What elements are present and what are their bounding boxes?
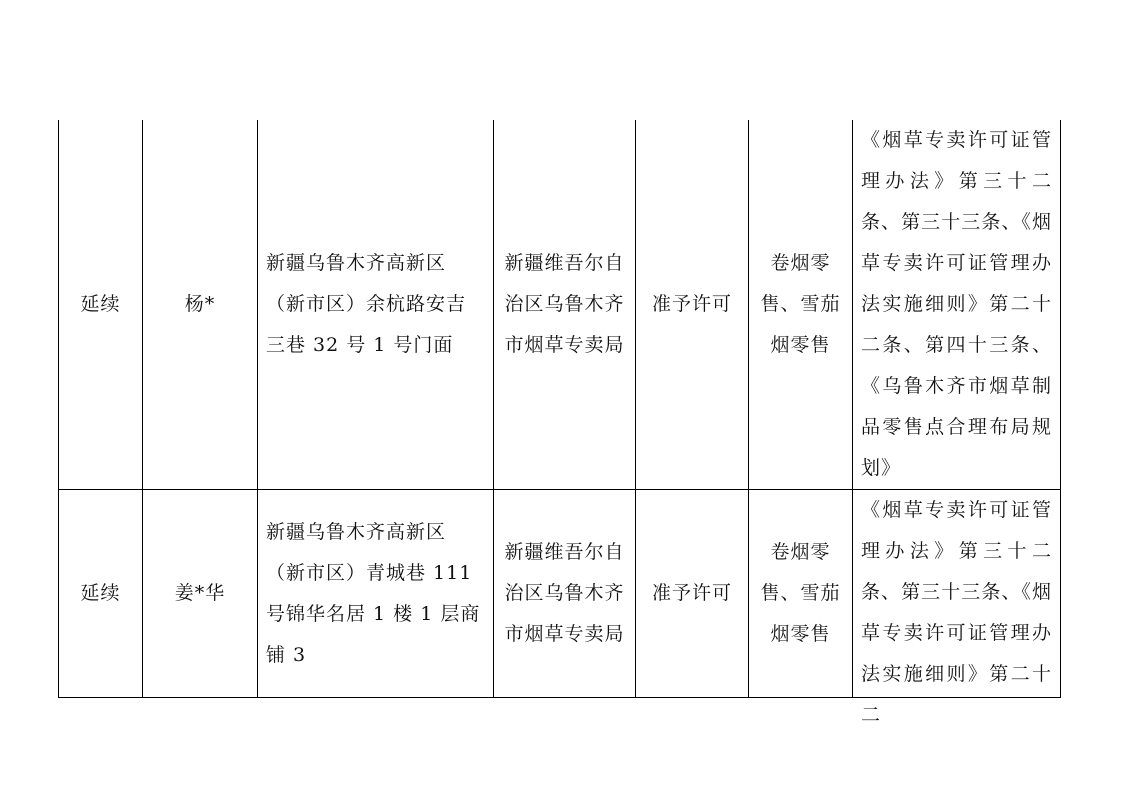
type-cell: 延续 <box>59 120 143 490</box>
table-row <box>59 120 1061 490</box>
address-cell: 新疆乌鲁木齐高新区（新市区）青城巷 111 号锦华名居 1 楼 1 层商铺 3 <box>258 490 494 698</box>
scope-cell: 卷烟零售、雪茄烟零售 <box>749 120 853 490</box>
authority-cell: 新疆维吾尔自治区乌鲁木齐市烟草专卖局 <box>494 490 636 698</box>
name-cell: 杨* <box>143 120 258 490</box>
scope-cell: 卷烟零售、雪茄烟零售 <box>749 490 853 698</box>
address-cell: 新疆乌鲁木齐高新区（新市区）余杭路安吉三巷 32 号 1 号门面 <box>258 120 494 490</box>
table-row <box>59 490 1061 698</box>
type-cell: 延续 <box>59 490 143 698</box>
legal-basis-cell: 《烟草专卖许可证管理办法》第三十二条、第三十三条、《烟草专卖许可证管理办法实施细则》第二十二条、第四十三条、《乌鲁木齐市烟草制品零售点合理布局规划》 <box>853 120 1061 490</box>
authority-cell: 新疆维吾尔自治区乌鲁木齐市烟草专卖局 <box>494 120 636 490</box>
name-cell: 姜*华 <box>143 490 258 698</box>
permit-table <box>58 120 1061 726</box>
decision-cell: 准予许可 <box>636 490 749 698</box>
decision-cell: 准予许可 <box>636 120 749 490</box>
legal-basis-cell: 《烟草专卖许可证管理办法》第三十二条、第三十三条、《烟草专卖许可证管理办法实施细则》第二十二 <box>853 490 1061 698</box>
